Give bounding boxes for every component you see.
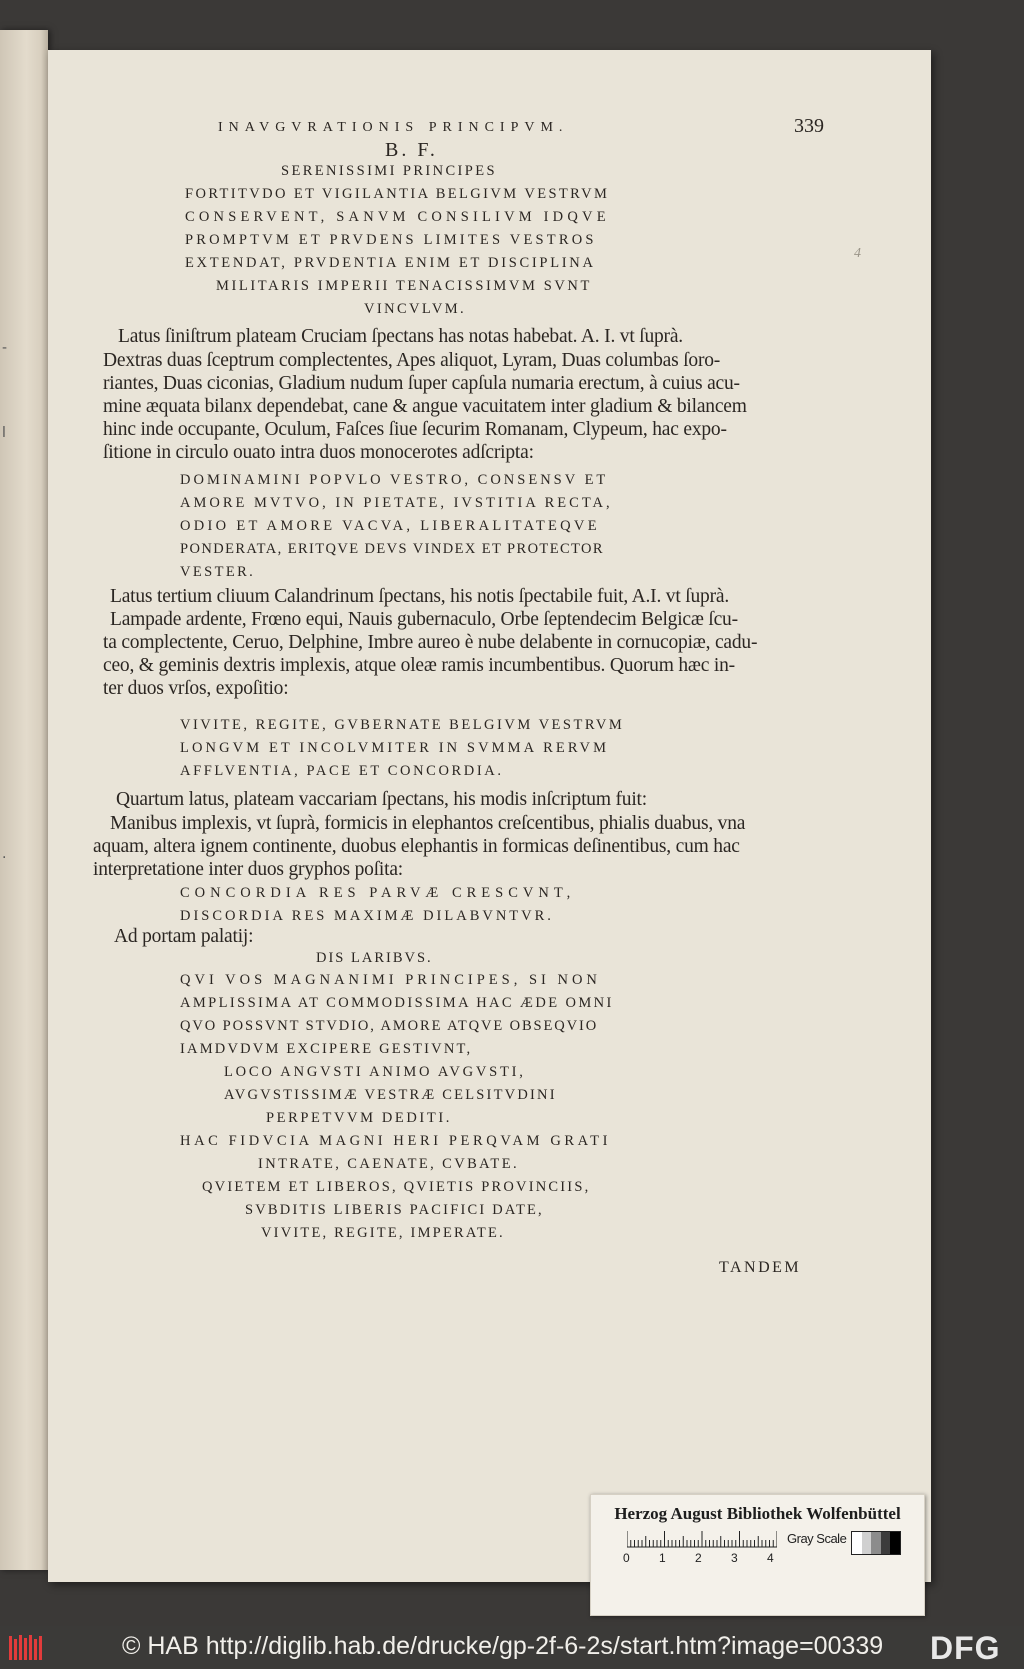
inscription-line: CONSERVENT, SANVM CONSILIVM IDQVE (185, 209, 610, 225)
ruler-label: 4 (767, 1551, 774, 1565)
library-name: Herzog August Bibliothek Wolfenbüttel (614, 1504, 901, 1523)
ruler-label: 0 (623, 1551, 630, 1565)
book-page (48, 50, 931, 1582)
inscription-line: INTRATE, CAENATE, CVBATE. (258, 1156, 519, 1172)
body-line: ſitione in circulo ouato intra duos monocerotes adſcripta: (103, 442, 534, 463)
dfg-logo: DFG (930, 1630, 1001, 1666)
body-line: Dextras duas ſceptrum complectentes, Apes aliquot, Lyram, Duas columbas ſoro- (103, 350, 721, 371)
body-line: ter duos vrſos, expoſitio: (103, 678, 289, 699)
pencil-mark: 4 (854, 246, 861, 261)
running-head: INAVGVRATIONIS PRINCIPVM. (218, 120, 569, 135)
ruler-label: 2 (695, 1551, 702, 1565)
inscription-line: HAC FIDVCIA MAGNI HERI PERQVAM GRATI (180, 1133, 612, 1149)
gray-patch (862, 1532, 872, 1554)
inscription-line: MILITARIS IMPERII TENACISSIMVM SVNT (216, 278, 592, 294)
body-line: Lampade ardente, Frœno equi, Nauis gubernaculo, Orbe ſeptendecim Belgicæ ſcu- (110, 609, 738, 630)
ruler-label: 1 (659, 1551, 666, 1565)
margin-mark: l (2, 425, 6, 441)
inscription-line: AMORE MVTVO, IN PIETATE, IVSTITIA RECTA, (180, 495, 613, 511)
footer-bar (0, 1626, 1024, 1669)
inscription-line: VINCVLVM. (364, 301, 467, 317)
inscription-line: VIVITE, REGITE, GVBERNATE BELGIVM VESTRVM (180, 717, 625, 733)
inscription-line: AMPLISSIMA AT COMMODISSIMA HAC ÆDE OMNI (180, 995, 614, 1011)
color-calibration-card (590, 1494, 925, 1616)
inscription-line: FORTITVDO ET VIGILANTIA BELGIVM VESTRVM (185, 186, 610, 202)
inscription-line: LONGVM ET INCOLVMITER IN SVMMA RERVM (180, 740, 610, 756)
body-line: Latus ſiniſtrum plateam Cruciam ſpectans has notas habebat. A. I. vt ſuprà. (118, 326, 683, 347)
inscription-line: QVI VOS MAGNANIMI PRINCIPES, SI NON (180, 972, 601, 988)
body-line: interpretatione inter duos gryphos poſita: (93, 859, 404, 880)
body-line: riantes, Duas ciconias, Gladium nudum ſuper capſula numaria erectum, à cuius acu- (103, 373, 740, 394)
inscription-line: DISCORDIA RES MAXIMÆ DILABVNTVR. (180, 908, 554, 924)
inscription-line: IAMDVDVM EXCIPERE GESTIVNT, (180, 1041, 473, 1057)
hab-logo-icon (8, 1633, 48, 1663)
body-line: aquam, altera ignem continente, duobus elephantis in formicas deſinentibus, cum hac (93, 836, 740, 857)
inscription-line: PROMPTVM ET PRVDENS LIMITES VESTROS (185, 232, 597, 248)
body-line: Latus tertium cliuum Calandrinum ſpectans, his notis ſpectabile fuit, A.I. vt ſuprà. (110, 586, 729, 607)
inscription-line: CONCORDIA RES PARVÆ CRESCVNT, (180, 885, 576, 901)
ruler-label: 3 (731, 1551, 738, 1565)
inscription-line: AFFLVENTIA, PACE ET CONCORDIA. (180, 763, 504, 779)
body-line: hinc inde occupante, Oculum, Faſces ſiue ſecurim Romanam, Clypeum, hac expo- (103, 419, 727, 440)
body-line: ta complectente, Ceruo, Delphine, Imbre aureo è nube delabente in cornucopiæ, cadu- (103, 632, 758, 653)
inscription-line: DOMINAMINI POPVLO VESTRO, CONSENSV ET (180, 472, 609, 488)
inscription-line: SERENISSIMI PRINCIPES (281, 163, 497, 179)
inscription-line: AVGVSTISSIMÆ VESTRÆ CELSITVDINI (224, 1087, 557, 1103)
inscription-line: EXTENDAT, PRVDENTIA ENIM ET DISCIPLINA (185, 255, 596, 271)
inscription-line: ODIO ET AMORE VACVA, LIBERALITATEQVE (180, 518, 600, 534)
section-heading: B. F. (385, 139, 438, 161)
gray-scale-patches (851, 1531, 901, 1555)
footer-url-text[interactable]: © HAB http://diglib.hab.de/drucke/gp-2f-6-2s/start.htm?image=00339 (122, 1632, 884, 1660)
gray-scale-label: Gray Scale (787, 1531, 847, 1546)
gray-patch (871, 1532, 881, 1554)
gray-patch (890, 1532, 900, 1554)
ruler-scale (627, 1531, 777, 1549)
gray-patch (881, 1532, 891, 1554)
gray-patch (852, 1532, 862, 1554)
page-number: 339 (794, 115, 824, 137)
body-line: Quartum latus, plateam vaccariam ſpectans, his modis inſcriptum fuit: (116, 789, 647, 810)
margin-mark: - (2, 340, 8, 356)
inscription-line: DIS LARIBVS. (316, 950, 433, 966)
inscription-line: QVO POSSVNT STVDIO, AMORE ATQVE OBSEQVIO (180, 1018, 599, 1034)
inscription-line: LOCO ANGVSTI ANIMO AVGVSTI, (224, 1064, 526, 1080)
inscription-line: SVBDITIS LIBERIS PACIFICI DATE, (245, 1202, 544, 1218)
margin-mark: · (2, 850, 7, 866)
body-line: Ad portam palatij: (114, 926, 254, 947)
inscription-line: PONDERATA, ERITQVE DEVS VINDEX ET PROTECTOR (180, 541, 604, 557)
inscription-line: PERPETVVM DEDITI. (266, 1110, 452, 1126)
body-line: mine æquata bilanx dependebat, cane & angue vacuitatem inter gladium & bilancem (103, 396, 747, 417)
inscription-line: VIVITE, REGITE, IMPERATE. (261, 1225, 505, 1241)
body-line: Manibus implexis, vt ſuprà, formicis in elephantos creſcentibus, phialis duabus, vna (110, 813, 746, 834)
body-line: ceo, & geminis dextris implexis, atque oleæ ramis incumbentibus. Quorum hæc in- (103, 655, 735, 676)
inscription-line: QVIETEM ET LIBEROS, QVIETIS PROVINCIIS, (202, 1179, 591, 1195)
catchword: TANDEM (719, 1259, 802, 1276)
inscription-line: VESTER. (180, 564, 256, 580)
left-page-edge (0, 30, 48, 1570)
